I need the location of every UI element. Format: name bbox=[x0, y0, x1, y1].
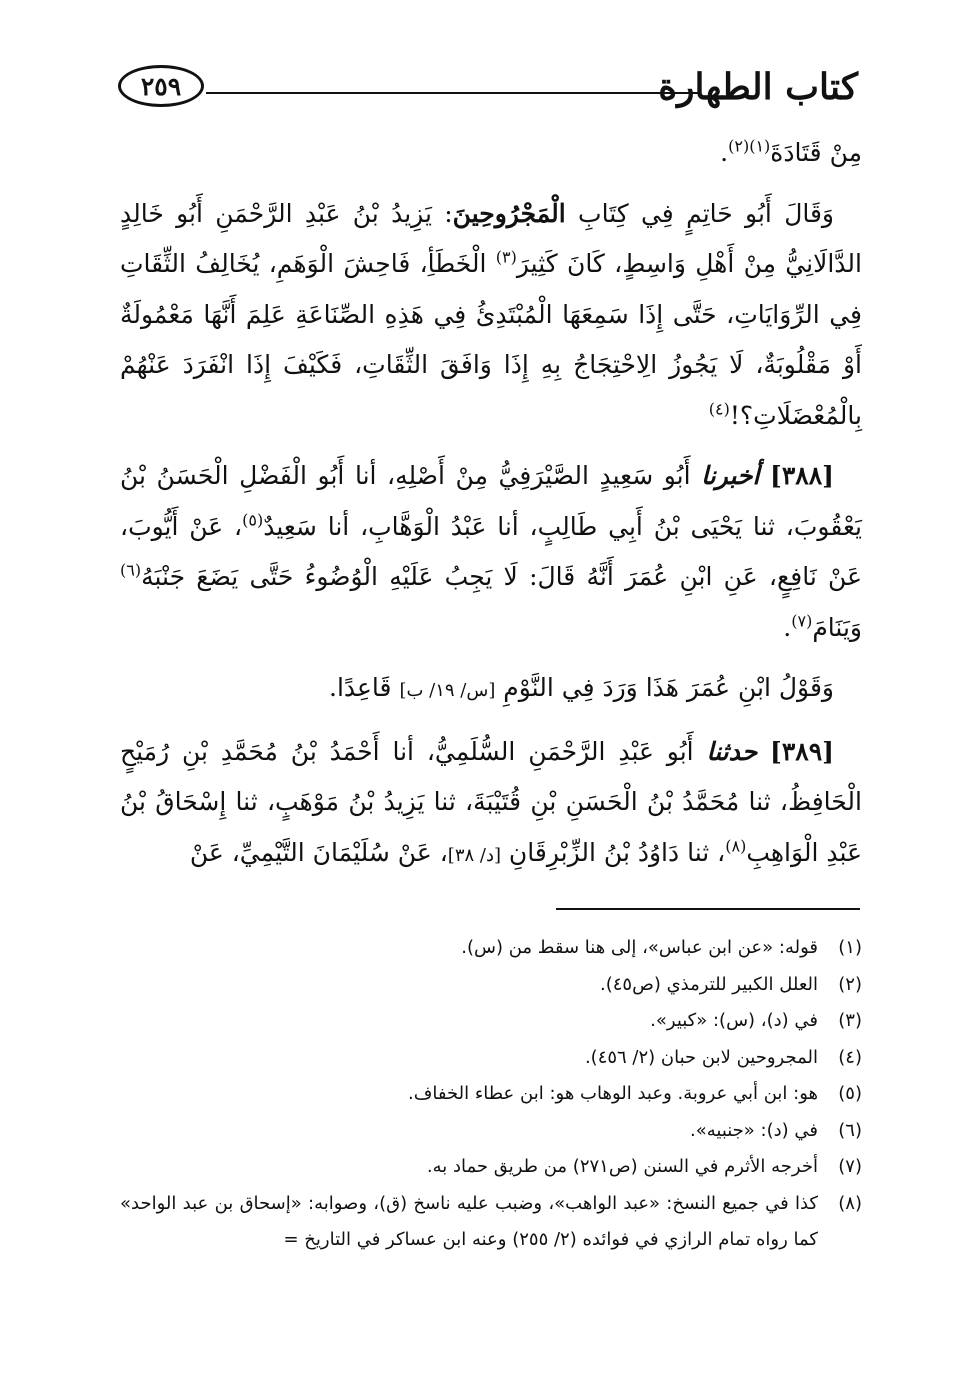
footnote-ref: (٦) bbox=[120, 560, 142, 580]
footnote-text: في (د)، (س): «كبير». bbox=[650, 1010, 818, 1031]
text-segment: وَقَوْلُ ابْنِ عُمَرَ هَذَا وَرَدَ فِي النَّوْمِ bbox=[495, 673, 834, 702]
footnote bbox=[120, 967, 862, 1004]
footnote-ref: (٣) bbox=[495, 247, 517, 267]
text-segment: ، عَنْ أَيُّوبَ، عَنْ نَافِعٍ، عَنِ ابْنِ عُمَرَ أَنَّهُ قَالَ: لَا يَجِبُ عَلَيْهِ الْوُضُوءُ حَتَّى يَضَعَ جَنْبَهُ bbox=[120, 511, 862, 591]
footnote-label: (٥) bbox=[838, 1083, 862, 1104]
footnote bbox=[120, 1113, 862, 1150]
manuscript-marker: [د/ ٣٨] bbox=[447, 844, 501, 866]
paragraph-ibn-umar bbox=[120, 663, 862, 717]
footnote-ref: (١)(٢) bbox=[728, 136, 771, 156]
text-segment: . bbox=[720, 138, 729, 167]
footnote bbox=[120, 1040, 862, 1077]
footnote-text: المجروحين لابن حبان (٢/ ٤٥٦). bbox=[584, 1046, 818, 1068]
text-segment: وَيَنَامَ bbox=[812, 612, 862, 642]
footnote bbox=[120, 1003, 862, 1040]
footnote-ref: (٤) bbox=[708, 399, 730, 419]
footnote-text: أخرجه الأثرم في السنن (ص٢٧١) من طريق حماد به. bbox=[426, 1156, 818, 1177]
manuscript-marker: [س/ ١٩/ ب] bbox=[399, 680, 496, 701]
footnote-label: (٨) bbox=[838, 1192, 862, 1214]
narration-keyword: حدثنا bbox=[706, 736, 758, 766]
text-segment: الْخَطَأِ، فَاحِشَ الْوَهَمِ، يُخَالِفُ الثِّقَاتِ فِي الرِّوَايَاتِ، حَتَّى إِذَا سَمِعَهَا الْمُبْتَدِئُ فِي هَذِهِ الصِّنَاعَةِ عَلِمَ أَنَّهَا مَعْمُولَةٌ أَوْ مَقْلُوبَةٌ، لَا يَجُوزُ الِاحْتِجَاجُ بِهِ إِذَا وَافَقَ الثِّقَاتِ، فَكَيْفَ إِذَا انْفَرَدَ عَنْهُمْ بِالْمُعْضَلَاتِ؟! bbox=[120, 249, 862, 430]
book-name: الْمَجْرُوحِينَ bbox=[452, 198, 566, 228]
paragraph-hadith-388 bbox=[120, 451, 862, 653]
text-segment: وَقَالَ أَبُو حَاتِمٍ فِي كِتَابِ bbox=[565, 198, 834, 228]
hadith-number: [٣٨٨] bbox=[770, 461, 834, 490]
page-number: ٢٥٩ bbox=[118, 65, 204, 107]
paragraph-hadith-389 bbox=[120, 727, 862, 882]
page-header bbox=[118, 62, 858, 118]
text-segment: ، عَنْ سُلَيْمَانَ التَّيْمِيِّ، عَنْ bbox=[189, 837, 448, 867]
text-segment: . bbox=[783, 612, 792, 642]
footnote-label: (٣) bbox=[838, 1010, 862, 1031]
footnote bbox=[120, 930, 862, 967]
text-segment: مِنْ قَتَادَةَ bbox=[770, 138, 862, 167]
footnote-label: (٢) bbox=[838, 973, 862, 995]
header-rule bbox=[206, 92, 698, 94]
footnote bbox=[120, 1076, 862, 1113]
footnote-label: (١) bbox=[838, 937, 862, 958]
footnote bbox=[120, 1186, 862, 1259]
footnote-text: هو: ابن أبي عروبة. وعبد الوهاب هو: ابن عطاء الخفاف. bbox=[408, 1083, 818, 1104]
footnote-separator bbox=[556, 908, 860, 910]
paragraph-abu-hatim bbox=[120, 189, 862, 442]
footnote bbox=[120, 1149, 862, 1186]
text-segment: أَبُو سَعِيدٍ الصَّيْرَفِيُّ مِنْ أَصْلِهِ، أنا أَبُو الْفَضْلِ الْحَسَنُ بْنُ يَعْقُوبَ، ثنا يَحْيَى بْنُ أَبِي طَالِبٍ، أنا عَبْدُ الْوَهَّابِ، أنا سَعِيدٌ bbox=[120, 461, 862, 541]
text-segment: قَاعِدًا. bbox=[329, 673, 400, 702]
running-title: كتاب الطهارة bbox=[658, 66, 858, 108]
footnotes bbox=[120, 930, 862, 1259]
text-segment: ، ثنا دَاوُدُ بْنُ الزِّبْرِقَانِ bbox=[500, 837, 726, 867]
footnote-text: كذا في جميع النسخ: «عبد الواهب»، وضبب عليه ناسخ (ق)، وصوابه: «إسحاق بن عبد الواحد» كما رواه تمام الرازي في فوائده (٢/ ٢٥٥) وعنه ابن عساكر في التاريخ = bbox=[120, 1192, 818, 1250]
paragraph-continuation bbox=[120, 128, 862, 179]
footnote-ref: (٨) bbox=[725, 836, 747, 856]
text-segment: : يَزِيدُ بْنُ عَبْدِ الرَّحْمَنِ أَبُو خَالِدٍ الدَّالَانِيُّ مِنْ أَهْلِ وَاسِطٍ، كَانَ كَثِيرَ bbox=[120, 198, 862, 278]
footnote-ref: (٧) bbox=[791, 611, 813, 631]
text-segment: أَبُو عَبْدِ الرَّحْمَنِ السُّلَمِيُّ، أنا أَحْمَدُ بْنُ مُحَمَّدِ بْنِ رُمَيْحٍ الْحَافِظُ، ثنا مُحَمَّدُ بْنُ الْحَسَنِ بْنِ قُتَيْبَةَ، ثنا يَزِيدُ بْنُ مَوْهَبٍ، ثنا إِسْحَاقُ بْنُ عَبْدِ الْوَاهِبِ bbox=[120, 736, 862, 867]
narration-keyword: أخبرنا bbox=[701, 461, 760, 490]
main-text bbox=[120, 128, 862, 891]
footnote-text: في (د): «جنبيه». bbox=[690, 1119, 818, 1141]
hadith-number: [٣٨٩] bbox=[770, 736, 834, 766]
footnote-label: (٧) bbox=[838, 1156, 862, 1177]
footnote-ref: (٥) bbox=[242, 510, 264, 530]
footnote-label: (٦) bbox=[838, 1119, 862, 1141]
footnote-text: العلل الكبير للترمذي (ص٤٥). bbox=[599, 973, 818, 995]
footnote-label: (٤) bbox=[838, 1046, 862, 1068]
footnote-text: قوله: «عن ابن عباس»، إلى هنا سقط من (س). bbox=[461, 937, 818, 958]
